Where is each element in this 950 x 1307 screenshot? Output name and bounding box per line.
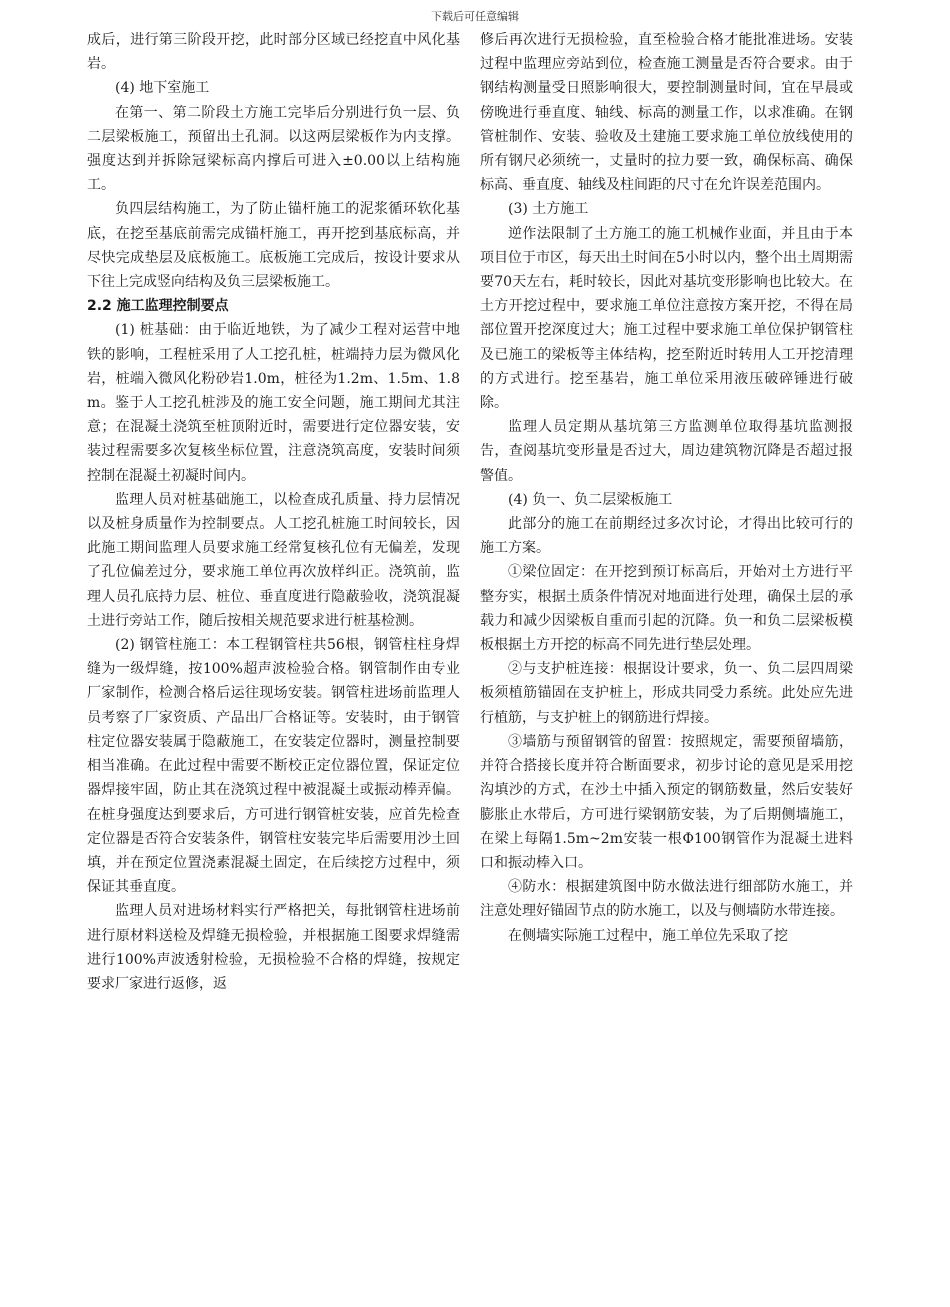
section-heading: 2.2 施工监理控制要点 (87, 298, 229, 315)
paragraph: 成后，进行第三阶段开挖，此时部分区域已经挖直中风化基岩。 (87, 32, 460, 73)
paragraph: (4) 负一、负二层梁板施工 (508, 491, 673, 508)
paragraph: 在侧墙实际施工过程中，施工单位先采取了挖 (508, 927, 788, 944)
paragraph: 此部分的施工在前期经过多次讨论，才得出比较可行的施工方案。 (480, 516, 853, 557)
paragraph: (2) 钢管柱施工：本工程钢管柱共56根，钢管柱柱身焊缝为一级焊缝，按100%超声波检验合格。钢管制作由专业厂家制作，检测合格后运往现场安装。钢管柱进场前监理人员考察了厂家资质、产品出厂合格证等。安装时，由于钢管柱定位器安装属于隐蔽施工，在安装定位器时，测量控制要相当准确。在此过程中需要不断校正定位器位置，保证定位器焊接牢固，防止其在浇筑过程中被混凝土或振动棒弄偏。在桩身强度达到要求后，方可进行钢管桩安装，应首先检查定位器是否符合安装条件，钢管柱安装完毕后需要用沙土回填，并在预定位置浇素混凝土固定，在后续挖方过程中，须保证其垂直度。 (87, 637, 460, 896)
paragraph: 监理人员对进场材料实行严格把关，每批钢管柱进场前进行原材料送检及焊缝无损检验，并根据施工图要求焊缝需进行100%声波透射检验，无损检验不合格的焊缝，按规定要求厂家进行返修，返 (87, 903, 460, 992)
paragraph: ②与支护桩连接：根据设计要求，负一、负二层四周梁板须植筋锚固在支护桩上，形成共同受力系统。此处应先进行植筋，与支护桩上的钢筋进行焊接。 (480, 661, 853, 726)
left-column (87, 28, 460, 996)
paragraph: ④防水：根据建筑图中防水做法进行细部防水施工，并注意处理好锚固节点的防水施工，以及与侧墙防水带连接。 (480, 879, 853, 920)
paragraph: (1) 桩基础：由于临近地铁，为了减少工程对运营中地铁的影响，工程桩采用了人工挖孔桩，桩端持力层为微风化岩，桩端入微风化粉砂岩1.0m，桩径为1.2m、1.5m、1.8m。鉴于人工挖孔桩涉及的施工安全问题，施工期间尤其注意；在混凝土浇筑至桩顶附近时，需要进行定位器安装，安装过程需要多次复核坐标位置，注意浇筑高度，安装时间须控制在混凝土初凝时间内。 (87, 322, 460, 484)
paragraph: (4) 地下室施工 (115, 80, 210, 97)
paragraph: ③墙筋与预留钢管的留置：按照规定，需要预留墙筋，并符合搭接长度并符合断面要求，初步讨论的意见是采用挖沟填沙的方式，在沙土中插入预定的钢筋数量，然后安装好膨胀止水带后，方可进行梁钢筋安装，为了后期侧墙施工，在梁上每隔1.5m~2m安装一根Φ100钢管作为混凝土进料口和振动棒入口。 (480, 733, 853, 871)
right-column (480, 28, 853, 948)
paragraph: ①梁位固定：在开挖到预订标高后，开始对土方进行平整夯实，根据土质条件情况对地面进行处理，确保土层的承载力和减少因梁板自重而引起的沉降。负一和负二层梁板模板根据土方开挖的标高不同先进行垫层处理。 (480, 564, 853, 654)
paragraph: 逆作法限制了土方施工的施工机械作业面，并且由于本项目位于市区，每天出土时间在5小时以内，整个出土周期需要70天左右，耗时较长，因此对基坑变形影响也比较大。在土方开挖过程中，要求施工单位注意按方案开挖，不得在局部位置开挖深度过大；施工过程中要求施工单位保护钢管柱及已施工的梁板等主体结构，挖至附近时转用人工开挖清理的方式进行。挖至基岩，施工单位采用液压破碎锤进行破除。 (480, 225, 853, 412)
paragraph: 修后再次进行无损检验，直至检验合格才能批准进场。安装过程中监理应旁站到位，检查施工测量是否符合要求。由于钢结构测量受日照影响很大，要控制测量时间，宜在早晨或傍晚进行垂直度、轴线、标高的测量工作，以求准确。在钢管桩制作、安装、验收及土建施工要求施工单位放线使用的所有钢尺必须统一，丈量时的拉力要一致，确保标高、确保标高、垂直度、轴线及柱间距的尺寸在允许误差范围内。 (480, 32, 853, 194)
paragraph: 在第一、第二阶段土方施工完毕后分别进行负一层、负二层梁板施工，预留出土孔洞。以这两层梁板作为内支撑。强度达到并拆除冠梁标高内撑后可进入±0.00以上结构施工。 (87, 104, 460, 194)
paragraph: 负四层结构施工，为了防止锚杆施工的泥浆循环软化基底，在挖至基底前需完成锚杆施工，再开挖到基底标高，并尽快完成垫层及底板施工。底板施工完成后，按设计要求从下往上完成竖向结构及负三层梁板施工。 (87, 201, 460, 291)
page-header: 下载后可任意编辑 (431, 10, 519, 23)
paragraph: (3) 土方施工 (508, 201, 589, 218)
paragraph: 监理人员对桩基础施工，以检查成孔质量、持力层情况以及桩身质量作为控制要点。人工挖孔桩施工时间较长，因此施工期间监理人员要求施工经常复核孔位有无偏差，发现了孔位偏差过分，要求施工单位再次放样纠正。浇筑前，监理人员孔底持力层、桩位、垂直度进行隐蔽验收，浇筑混凝土进行旁站工作，随后按相关规范要求进行桩基检测。 (87, 491, 460, 629)
paragraph: 监理人员定期从基坑第三方监测单位取得基坑监测报告，查阅基坑变形量是否过大，周边建筑物沉降是否超过报警值。 (480, 419, 853, 484)
